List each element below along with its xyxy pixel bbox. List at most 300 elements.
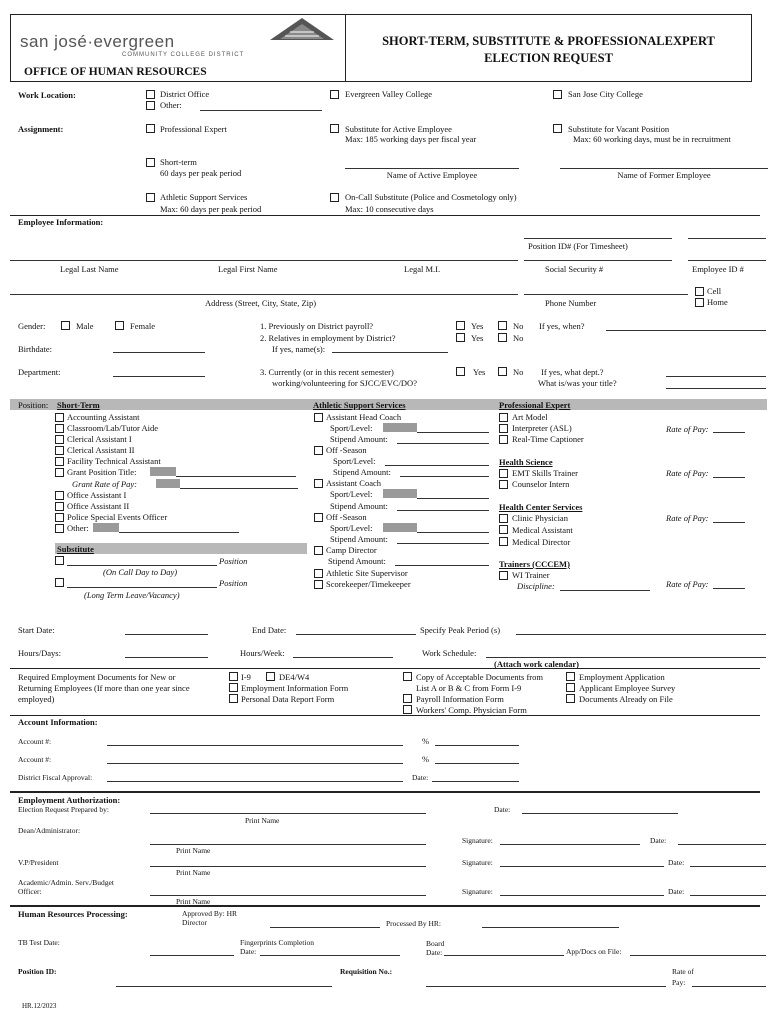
short-term-header: Short-Term	[57, 400, 100, 410]
board-label: Board	[426, 939, 445, 948]
grant-rate-line[interactable]	[180, 488, 298, 489]
account-info-label: Account Information:	[18, 717, 98, 727]
rate-of-pay-field[interactable]	[713, 432, 745, 433]
logo	[20, 32, 175, 52]
rate-of-pay-field[interactable]	[713, 477, 745, 478]
health-header: Health Science	[499, 457, 553, 467]
mi-caption: Legal M.I.	[404, 264, 441, 274]
counselor-intern-checkbox[interactable]	[499, 480, 508, 489]
cccem-header: Trainers (CCCEM)	[499, 559, 570, 569]
vp-date-field[interactable]	[690, 866, 766, 867]
rate-of-pay-label: Rate of Pay:	[666, 424, 709, 434]
vp-signature-label: Signature:	[462, 858, 493, 867]
site-supervisor-label: Athletic Site Supervisor	[326, 568, 408, 578]
address-line[interactable]	[10, 294, 518, 295]
on-call-label: On-Call Substitute (Police and Cosmetology only)	[345, 192, 517, 202]
employee-info-label: Employee Information:	[18, 217, 104, 227]
officer-signature-label: Signature:	[462, 887, 493, 896]
hours-days-field[interactable]	[125, 657, 208, 658]
short-term-max: 60 days per peak period	[160, 168, 242, 178]
on-call-checkbox[interactable]	[330, 193, 339, 202]
position-label: Position:	[18, 400, 49, 410]
officer-date-field[interactable]	[690, 895, 766, 896]
grant-title-field[interactable]	[150, 467, 176, 476]
end-date-label: End Date:	[252, 625, 287, 635]
gender-label: Gender:	[18, 321, 46, 331]
other-position-checkbox[interactable]	[55, 524, 64, 533]
officer-field[interactable]	[150, 895, 426, 896]
emp-info-label: Employment Information Form	[241, 683, 349, 693]
ssn-line[interactable]	[524, 260, 672, 261]
divider	[10, 791, 760, 793]
sport-level-label: Sport/Level:	[330, 423, 373, 433]
q3-yes-label: Yes	[473, 367, 486, 377]
tutor-aide-checkbox[interactable]	[55, 424, 64, 433]
q1-label: 1. Previously on District payroll?	[260, 321, 374, 331]
position-option-label: Clerical Assistant II	[67, 445, 135, 455]
print-name-caption: Print Name	[245, 816, 280, 825]
phone-line[interactable]	[524, 294, 688, 295]
last-name-caption: Legal Last Name	[60, 264, 119, 274]
address-caption: Address (Street, City, State, Zip)	[205, 298, 317, 308]
pro-option-label: Art Model	[512, 412, 548, 422]
de4-checkbox[interactable]	[266, 672, 275, 681]
stipend-label: Stipend Amount:	[333, 467, 391, 477]
sjcc-label: San Jose City College	[568, 89, 643, 99]
vp-label: V.P/President	[18, 858, 59, 867]
pro-option-label: Real-Time Captioner	[512, 434, 584, 444]
i9-label: I-9	[241, 672, 251, 682]
payroll-label: Payroll Information Form	[416, 694, 504, 704]
emp-id-caption: Employee ID #	[692, 264, 744, 274]
pro-option-label: Interpreter (ASL)	[512, 423, 572, 433]
discipline-field[interactable]	[560, 590, 650, 591]
active-employee-field[interactable]	[345, 168, 519, 169]
required-docs-text-2: Returning Employees (If more than one year since	[18, 683, 190, 693]
processed-by-field[interactable]	[482, 927, 619, 928]
divider	[10, 905, 760, 907]
stipend-line[interactable]	[400, 476, 489, 477]
tb-test-label: TB Test Date:	[18, 938, 60, 947]
off-season-label: Off -Season	[326, 445, 367, 455]
accounting-assistant-checkbox[interactable]	[55, 413, 64, 422]
approved-by-field[interactable]	[270, 927, 380, 928]
wi-trainer-label: WI Trainer	[512, 570, 550, 580]
sport-level-line[interactable]	[417, 498, 489, 499]
vp-field[interactable]	[150, 866, 426, 867]
clinic-physician-checkbox[interactable]	[499, 514, 508, 523]
sport-level-label: Sport/Level:	[330, 523, 373, 533]
assistant-head-coach-label: Assistant Head Coach	[326, 412, 402, 422]
health-option-label: EMT Skills Trainer	[512, 468, 578, 478]
other-location-field[interactable]	[200, 110, 322, 111]
name-line[interactable]	[10, 260, 518, 261]
if-yes-dept-field[interactable]	[666, 376, 766, 377]
district-office-checkbox[interactable]	[146, 90, 155, 99]
hours-days-label: Hours/Days:	[18, 648, 61, 658]
officer-signature-field[interactable]	[500, 895, 664, 896]
rate-of-pay-field[interactable]	[713, 522, 745, 523]
emt-checkbox[interactable]	[499, 469, 508, 478]
captioner-checkbox[interactable]	[499, 435, 508, 444]
athletic-support-max: Max: 60 days per peak period	[160, 204, 262, 214]
academic-label: Academic/Admin. Serv./Budget	[18, 878, 114, 887]
fingerprints-field[interactable]	[260, 955, 400, 956]
athletic-header: Athletic Support Services	[313, 400, 406, 410]
rate-of-pay-label: Rate of Pay:	[666, 579, 709, 589]
sport-level-line[interactable]	[417, 532, 489, 533]
copy-docs-checkbox[interactable]	[403, 672, 412, 681]
department-field[interactable]	[113, 376, 205, 377]
office-title: OFFICE OF HUMAN RESOURCES	[24, 66, 207, 78]
former-employee-caption: Name of Former Employee	[617, 170, 711, 180]
sjcc-checkbox[interactable]	[553, 90, 562, 99]
required-docs-text-3: employed)	[18, 694, 55, 704]
scorekeeper-label: Scorekeeper/Timekeeper	[326, 579, 411, 589]
male-checkbox[interactable]	[61, 321, 70, 330]
fiscal-date-field[interactable]	[432, 781, 519, 782]
sub-active-max: Max: 185 working days per fiscal year	[345, 134, 477, 144]
what-title-field[interactable]	[666, 388, 766, 389]
dean-field[interactable]	[150, 844, 426, 845]
stipend-line[interactable]	[397, 510, 489, 511]
prepared-by-label: Election Request Prepared by:	[18, 805, 110, 814]
prepared-by-field[interactable]	[150, 813, 426, 814]
on-call-position-field[interactable]	[67, 565, 217, 566]
male-label: Male	[76, 321, 94, 331]
sport-level-field[interactable]	[383, 489, 417, 498]
requisition-label: Requisition No.:	[340, 967, 393, 976]
form-code: HR.12/2023	[22, 1002, 57, 1010]
q3-no-checkbox[interactable]	[498, 367, 507, 376]
female-checkbox[interactable]	[115, 321, 124, 330]
birthdate-field[interactable]	[113, 352, 205, 353]
off-season-2-checkbox[interactable]	[314, 513, 323, 522]
q3-label: 3. Currently (or in this recent semester)	[260, 367, 394, 377]
other-position-line[interactable]	[119, 532, 239, 533]
on-call-max: Max: 10 consecutive days	[345, 204, 434, 214]
camp-director-label: Camp Director	[326, 545, 377, 555]
dean-label: Dean/Administrator:	[18, 826, 81, 835]
q1-no-checkbox[interactable]	[498, 321, 507, 330]
tb-test-field[interactable]	[150, 955, 234, 956]
interpreter-checkbox[interactable]	[499, 424, 508, 433]
stipend-line[interactable]	[397, 543, 489, 544]
on-call-day-caption: (On Call Day to Day)	[103, 567, 178, 577]
fingerprints-date-label: Date:	[240, 947, 257, 956]
office-assistant-2-checkbox[interactable]	[55, 502, 64, 511]
art-model-checkbox[interactable]	[499, 413, 508, 422]
police-officer-checkbox[interactable]	[55, 513, 64, 522]
already-on-file-label: Documents Already on File	[579, 694, 673, 704]
position-option-label: Office Assistant II	[67, 501, 130, 511]
director-label: Director	[182, 918, 207, 927]
vp-signature-field[interactable]	[500, 866, 664, 867]
divider	[10, 715, 760, 716]
long-term-caption: (Long Term Leave/Vacancy)	[84, 590, 180, 600]
off-season-label: Off -Season	[326, 512, 367, 522]
professional-expert-label: Professional Expert	[160, 124, 227, 134]
personal-data-checkbox[interactable]	[229, 694, 238, 703]
form-title-2: ELECTION REQUEST	[484, 51, 613, 65]
dean-date-field[interactable]	[678, 844, 766, 845]
home-checkbox[interactable]	[695, 298, 704, 307]
on-call-position-checkbox[interactable]	[55, 556, 64, 565]
medical-assistant-checkbox[interactable]	[499, 525, 508, 534]
sport-level-line[interactable]	[385, 465, 489, 466]
hr-processing-label: Human Resources Processing:	[18, 909, 128, 919]
if-yes-when-label: If yes, when?	[539, 321, 585, 331]
assistant-coach-label: Assistant Coach	[326, 478, 382, 488]
copy-docs-label-2: List A or B & C from Form I-9	[416, 683, 522, 693]
q1-yes-checkbox[interactable]	[456, 321, 465, 330]
app-docs-field[interactable]	[630, 955, 766, 956]
q1-yes-label: Yes	[471, 321, 484, 331]
pct-1-label: %	[422, 736, 430, 746]
print-name-caption: Print Name	[176, 897, 211, 906]
position-id-field-2[interactable]	[688, 238, 766, 239]
evc-checkbox[interactable]	[330, 90, 339, 99]
assignment-label: Assignment:	[18, 124, 64, 134]
office-assistant-1-checkbox[interactable]	[55, 491, 64, 500]
off-season-checkbox[interactable]	[314, 446, 323, 455]
stipend-label: Stipend Amount:	[330, 501, 388, 511]
work-location-label: Work Location:	[18, 90, 76, 100]
other-position-field[interactable]	[93, 523, 119, 532]
rate-of-pay-field[interactable]	[713, 588, 745, 589]
scorekeeper-checkbox[interactable]	[314, 580, 323, 589]
workers-comp-label: Workers' Comp. Physician Form	[416, 705, 527, 715]
hcs-option-label: Medical Assistant	[512, 525, 573, 535]
active-employee-caption: Name of Active Employee	[386, 170, 478, 180]
pay-label: Pay:	[672, 978, 686, 987]
former-employee-field[interactable]	[560, 168, 768, 169]
emp-id-line[interactable]	[688, 260, 766, 261]
prepared-date-field[interactable]	[522, 813, 678, 814]
stipend-label: Stipend Amount:	[330, 434, 388, 444]
grant-rate-label: Grant Rate of Pay:	[72, 479, 137, 489]
pro-header: Professional Expert	[499, 400, 571, 410]
logo-icon	[268, 16, 336, 52]
stipend-label: Stipend Amount:	[330, 534, 388, 544]
birthdate-label: Birthdate:	[18, 344, 52, 354]
position-option-label: Classroom/Lab/Tutor Aide	[67, 423, 159, 433]
female-label: Female	[130, 321, 156, 331]
copy-docs-label: Copy of Acceptable Documents from	[416, 672, 543, 682]
long-term-position-checkbox[interactable]	[55, 578, 64, 587]
i9-checkbox[interactable]	[229, 672, 238, 681]
facility-tech-checkbox[interactable]	[55, 457, 64, 466]
survey-checkbox[interactable]	[566, 683, 575, 692]
hours-week-field[interactable]	[293, 657, 393, 658]
fiscal-approval-field[interactable]	[107, 781, 403, 782]
position-option-label: Grant Position Title:	[67, 467, 137, 477]
sport-level-field[interactable]	[383, 423, 417, 432]
long-term-position-field[interactable]	[67, 587, 217, 588]
q2-no-checkbox[interactable]	[498, 333, 507, 342]
peak-period-field[interactable]	[516, 634, 766, 635]
workers-comp-checkbox[interactable]	[403, 705, 412, 714]
attach-calendar-note: (Attach work calendar)	[494, 659, 579, 669]
fingerprints-label: Fingerprints Completion	[240, 938, 314, 947]
other-location-label: Other:	[160, 100, 182, 110]
grant-position-checkbox[interactable]	[55, 468, 64, 477]
logo-subtitle: COMMUNITY COLLEGE DISTRICT	[122, 52, 245, 58]
home-label: Home	[707, 297, 728, 307]
survey-label: Applicant Employee Survey	[579, 683, 676, 693]
grant-title-line[interactable]	[176, 476, 296, 477]
divider	[10, 215, 760, 216]
cell-label: Cell	[707, 286, 722, 296]
emp-info-checkbox[interactable]	[229, 683, 238, 692]
camp-director-checkbox[interactable]	[314, 546, 323, 555]
sport-level-line[interactable]	[417, 432, 489, 433]
form-title-1: SHORT-TERM, SUBSTITUTE & PROFESSIONALEXPERT	[382, 34, 715, 48]
q2-no-label: No	[513, 333, 524, 343]
divider	[10, 668, 760, 669]
dean-signature-field[interactable]	[500, 844, 640, 845]
print-name-caption: Print Name	[176, 868, 211, 877]
app-docs-label: App/Docs on File:	[566, 947, 622, 956]
rate-of-label: Rate of	[672, 967, 694, 976]
pct-1-field[interactable]	[435, 745, 519, 746]
hcs-option-label: Medical Director	[512, 537, 571, 547]
cell-checkbox[interactable]	[695, 287, 704, 296]
discipline-label: Discipline:	[517, 581, 555, 591]
position-id-hr-field[interactable]	[116, 986, 332, 987]
assistant-coach-checkbox[interactable]	[314, 479, 323, 488]
other-location-checkbox[interactable]	[146, 101, 155, 110]
position-id-field[interactable]	[524, 238, 672, 239]
short-term-label: Short-term	[160, 157, 197, 167]
sub-vacant-checkbox[interactable]	[553, 124, 562, 133]
account-1-field[interactable]	[107, 745, 403, 746]
position-option-label: Facility Technical Assistant	[67, 456, 161, 466]
peak-period-label: Specify Peak Period (s)	[420, 625, 501, 635]
pct-2-field[interactable]	[435, 763, 519, 764]
short-term-checkbox[interactable]	[146, 158, 155, 167]
position-id-caption: Position ID# (For Timesheet)	[528, 241, 628, 251]
professional-expert-checkbox[interactable]	[146, 124, 155, 133]
dean-signature-label: Signature:	[462, 836, 493, 845]
athletic-support-checkbox[interactable]	[146, 193, 155, 202]
board-date-label: Date:	[426, 948, 443, 957]
clerical-1-checkbox[interactable]	[55, 435, 64, 444]
substitute-header: Substitute	[57, 544, 94, 554]
pct-2-label: %	[422, 754, 430, 764]
already-on-file-checkbox[interactable]	[566, 694, 575, 703]
end-date-field[interactable]	[296, 634, 416, 635]
position-option-label: Accounting Assistant	[67, 412, 140, 422]
sub-vacant-label: Substitute for Vacant Position	[568, 124, 670, 134]
payroll-checkbox[interactable]	[403, 694, 412, 703]
phone-caption: Phone Number	[545, 298, 597, 308]
print-name-caption: Print Name	[176, 846, 211, 855]
sub-vacant-max: Max: 60 working days, must be in recruitment	[573, 134, 731, 144]
q2-names-field[interactable]	[332, 352, 448, 353]
clerical-2-checkbox[interactable]	[55, 446, 64, 455]
hours-week-label: Hours/Week:	[240, 648, 285, 658]
q3-no-label: No	[513, 367, 524, 377]
position-option-label: Other:	[67, 523, 89, 533]
q2-yes-label: Yes	[471, 333, 484, 343]
logo-text: san josé·evergreen	[20, 32, 175, 51]
application-checkbox[interactable]	[566, 672, 575, 681]
q3-label-2: working/volunteering for SJCC/EVC/DO?	[272, 378, 417, 388]
wi-trainer-checkbox[interactable]	[499, 571, 508, 580]
rate-of-pay-label: Rate of Pay:	[666, 513, 709, 523]
sub-active-checkbox[interactable]	[330, 124, 339, 133]
approved-by-label: Approved By: HR	[182, 909, 237, 918]
evc-label: Evergreen Valley College	[345, 89, 433, 99]
account-2-label: Account #:	[18, 755, 52, 764]
required-docs-text-1: Required Employment Documents for New or	[18, 672, 176, 682]
de4-label: DE4/W4	[279, 672, 310, 682]
position-option-label: Police Special Events Officer	[67, 512, 168, 522]
requisition-field[interactable]	[426, 986, 666, 987]
personal-data-label: Personal Data Report Form	[241, 694, 335, 704]
q3-yes-checkbox[interactable]	[456, 367, 465, 376]
site-supervisor-checkbox[interactable]	[314, 569, 323, 578]
application-label: Employment Application	[579, 672, 665, 682]
account-1-label: Account #:	[18, 737, 52, 746]
stipend-line[interactable]	[395, 565, 489, 566]
processed-by-label: Processed By HR:	[386, 919, 441, 928]
hcs-header: Health Center Services	[499, 502, 583, 512]
officer-label: Officer:	[18, 887, 42, 896]
officer-date-label: Date:	[668, 887, 685, 896]
medical-director-checkbox[interactable]	[499, 537, 508, 546]
athletic-support-label: Athletic Support Services	[160, 192, 248, 202]
health-option-label: Counselor Intern	[512, 479, 570, 489]
on-call-position-label: Position	[219, 556, 248, 566]
first-name-caption: Legal First Name	[218, 264, 278, 274]
if-yes-when-field[interactable]	[606, 330, 766, 331]
q2-names-label: If yes, name(s):	[272, 344, 326, 354]
stipend-line[interactable]	[397, 443, 489, 444]
sport-level-label: Sport/Level:	[333, 456, 376, 466]
sport-level-field[interactable]	[383, 523, 417, 532]
if-yes-dept-label: If yes, what dept.?	[541, 367, 604, 377]
q2-label: 2. Relatives in employment by District?	[260, 333, 396, 343]
sub-active-label: Substitute for Active Employee	[345, 124, 452, 134]
board-date-field[interactable]	[444, 955, 564, 956]
what-title-label: What is/was your title?	[538, 378, 617, 388]
hcs-option-label: Clinic Physician	[512, 513, 568, 523]
account-2-field[interactable]	[107, 763, 403, 764]
work-schedule-field[interactable]	[486, 657, 766, 658]
dean-date-label: Date:	[650, 836, 667, 845]
position-id-label: Position ID:	[18, 967, 57, 976]
vp-date-label: Date:	[668, 858, 685, 867]
q2-yes-checkbox[interactable]	[456, 333, 465, 342]
fiscal-approval-label: District Fiscal Approval:	[18, 773, 93, 782]
start-date-label: Start Date:	[18, 625, 55, 635]
start-date-field[interactable]	[125, 634, 208, 635]
rate-of-pay-hr-field[interactable]	[692, 986, 766, 987]
prepared-date-label: Date:	[494, 805, 511, 814]
department-label: Department:	[18, 367, 61, 377]
work-schedule-label: Work Schedule:	[422, 648, 477, 658]
assistant-head-coach-checkbox[interactable]	[314, 413, 323, 422]
position-option-label: Office Assistant I	[67, 490, 127, 500]
district-office-label: District Office	[160, 89, 210, 99]
long-term-position-label: Position	[219, 578, 248, 588]
stipend-label: Stipend Amount:	[328, 556, 386, 566]
grant-rate-field[interactable]	[156, 479, 180, 488]
ssn-caption: Social Security #	[545, 264, 604, 274]
position-option-label: Clerical Assistant I	[67, 434, 132, 444]
